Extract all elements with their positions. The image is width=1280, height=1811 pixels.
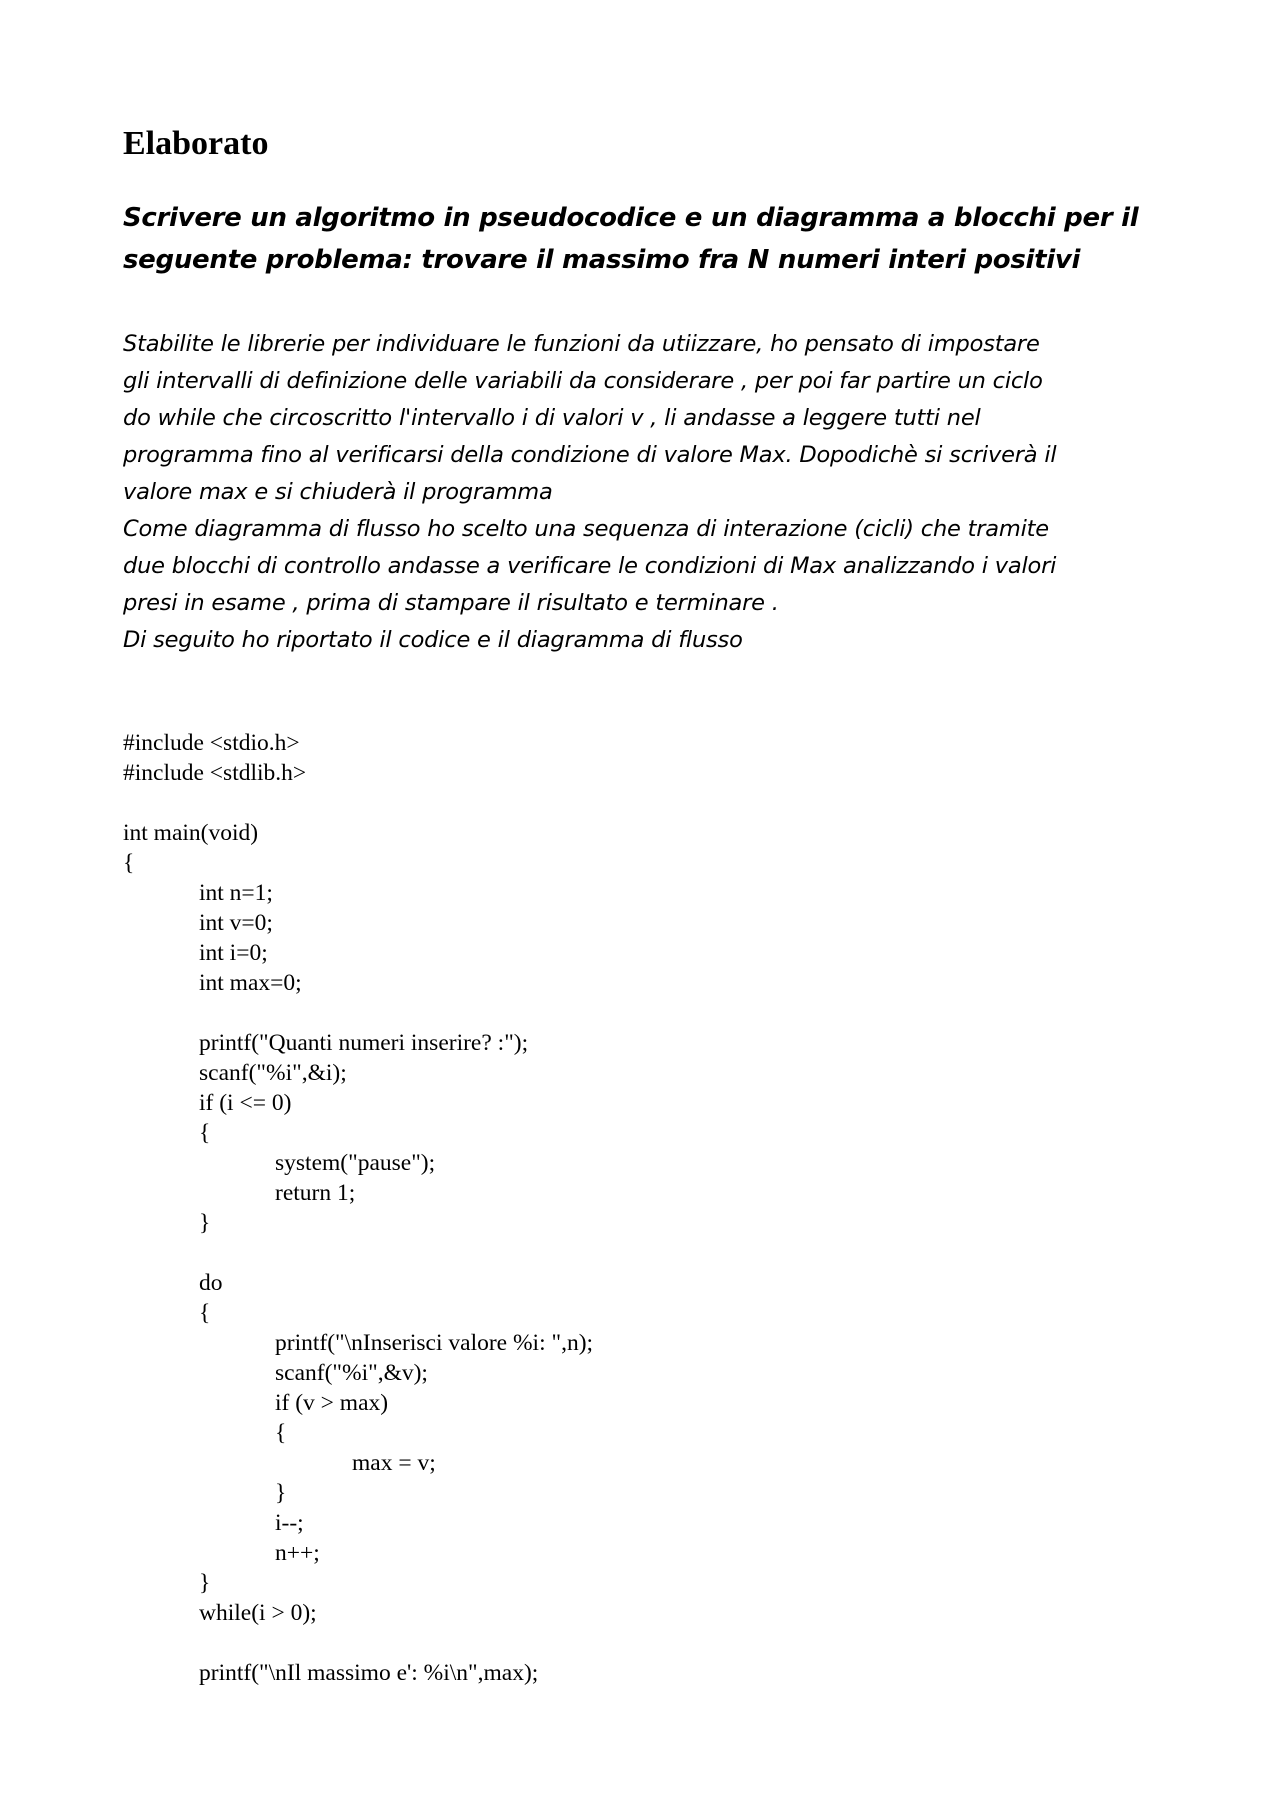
code-line: system("pause"); <box>275 1150 436 1176</box>
code-line: #include <stdio.h> <box>123 730 300 756</box>
code-line: } <box>199 1570 211 1596</box>
code-line: } <box>275 1480 287 1506</box>
body-line: do while che circoscritto l'intervallo i di valori v , li andasse a leggere tutti nel <box>123 405 981 431</box>
assignment-subtitle <box>123 197 1183 281</box>
code-line: int main(void) <box>123 820 259 846</box>
code-line-blank <box>123 1628 593 1658</box>
body-line: Come diagramma di flusso ho scelto una sequenza di interazione (cicli) che tramite <box>123 516 1049 542</box>
code-line: { <box>123 850 135 876</box>
code-line: if (i <= 0) <box>199 1090 292 1116</box>
code-line: int v=0; <box>199 910 273 936</box>
code-line: do <box>199 1270 223 1296</box>
code-line: } <box>199 1210 211 1236</box>
code-line: return 1; <box>275 1180 356 1206</box>
body-line: Stabilite le librerie per individuare le funzioni da utiizzare, ho pensato di impostare <box>123 331 1040 357</box>
body-line: programma fino al verificarsi della condizione di valore Max. Dopodichè si scriverà il <box>123 442 1057 468</box>
code-line: n++; <box>275 1540 320 1566</box>
body-line: presi in esame , prima di stampare il risultato e terminare . <box>123 590 779 616</box>
code-line: printf("Quanti numeri inserire? :"); <box>199 1030 529 1056</box>
code-line: i--; <box>275 1510 304 1536</box>
description-paragraph <box>123 326 1203 659</box>
body-line: gli intervalli di definizione delle variabili da considerare , per poi far partire un ciclo <box>123 368 1043 394</box>
body-line: Di seguito ho riportato il codice e il diagramma di flusso <box>123 627 743 653</box>
code-listing <box>123 728 593 1688</box>
code-line: int n=1; <box>199 880 273 906</box>
code-line: if (v > max) <box>275 1390 389 1416</box>
code-line: while(i > 0); <box>199 1600 317 1626</box>
body-line: valore max e si chiuderà il programma <box>123 479 553 505</box>
body-line: due blocchi di controllo andasse a verificare le condizioni di Max analizzando i valori <box>123 553 1057 579</box>
code-line: { <box>199 1300 211 1326</box>
code-line: max = v; <box>352 1450 436 1476</box>
code-line: int i=0; <box>199 940 268 966</box>
document-title: Elaborato <box>123 125 269 162</box>
code-line: int max=0; <box>199 970 302 996</box>
subtitle-line: seguente problema: trovare il massimo fra N numeri interi positivi <box>123 245 1081 275</box>
code-line: scanf("%i",&i); <box>199 1060 347 1086</box>
code-line: { <box>199 1120 211 1146</box>
code-line: #include <stdlib.h> <box>123 760 307 786</box>
code-line: scanf("%i",&v); <box>275 1360 428 1386</box>
code-line: { <box>275 1420 287 1446</box>
code-line-blank <box>123 788 593 818</box>
code-line-blank <box>123 1238 593 1268</box>
code-line-blank <box>123 998 593 1028</box>
code-line: printf("\nIl massimo e': %i\n",max); <box>199 1660 539 1686</box>
code-line: printf("\nInserisci valore %i: ",n); <box>275 1330 594 1356</box>
subtitle-line: Scrivere un algoritmo in pseudocodice e un diagramma a blocchi per il <box>123 203 1139 233</box>
